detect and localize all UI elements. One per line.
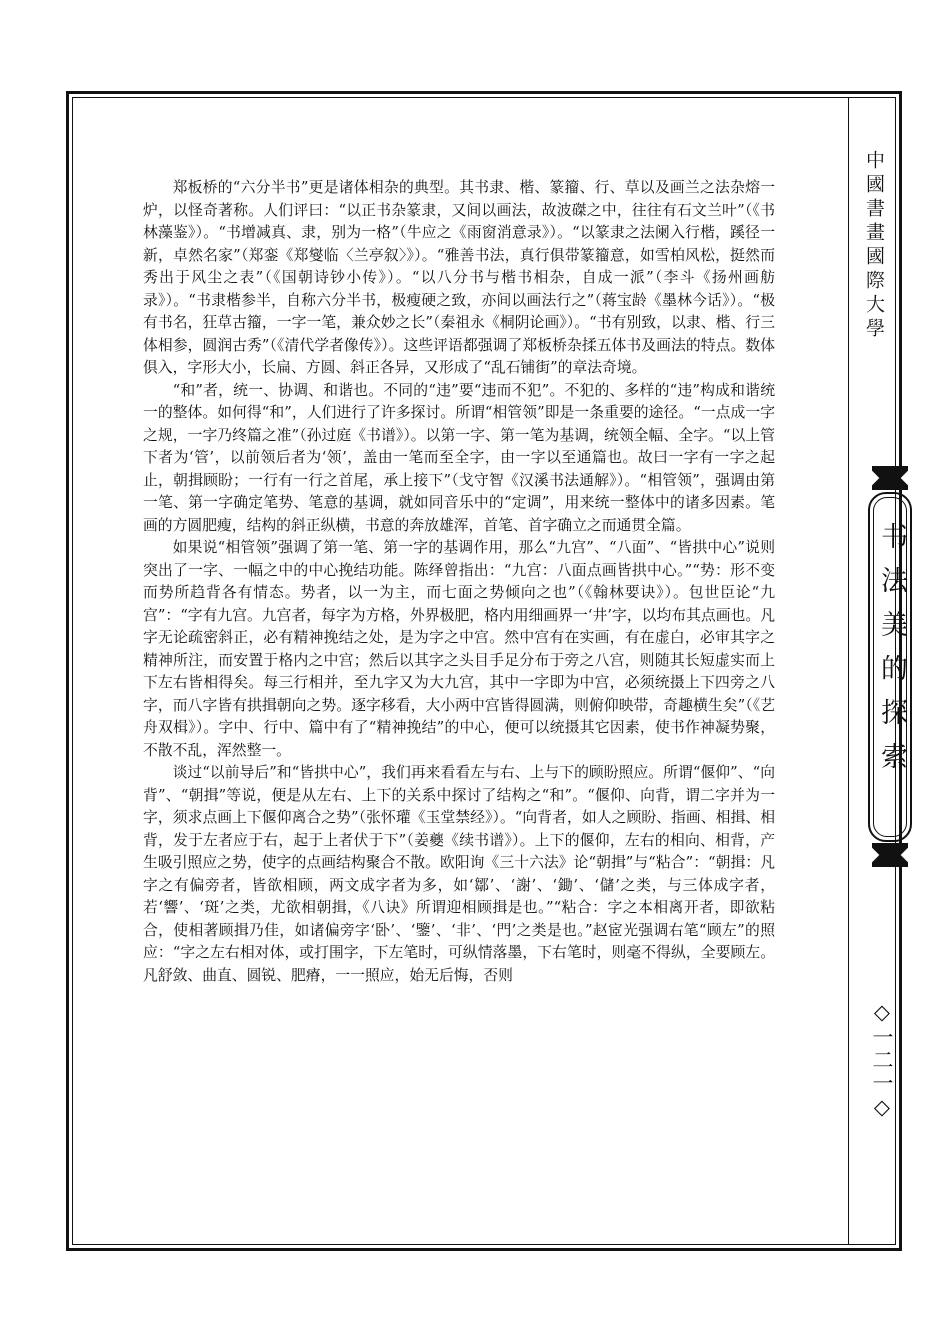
paragraph-2: “和”者，统一、协调、和谐也。不同的“违”要“违而不犯”。不犯的、多样的“违”构成和谐统一的整体。如何得“和”，人们进行了许多探讨。所谓“相管领”即是一条重要的途径。“一点成一字之规，一字乃终篇之准”（孙过庭《书谱》）。以第一字、第一笔为基调，统领全幅、全字。“以上管下者为‘管’，以前领后者为‘领’，盖由一笔而至全字，由一字以至通篇也。故曰一字有一字之起止，朝揖顾盼；一行有一行之首尾，承上接下”（戈守智《汉溪书法通解》）。“相管领”，强调由第一笔、第一字确定笔势、笔意的基调，就如同音乐中的“定调”，用来统一整体中的诸多因素。笔画的方圆肥瘦，结构的斜正纵横，书意的奔放雄浑，首笔、首字确立之而通贯全篇。 [143, 381, 775, 534]
university-name: 中國書畫國際大學 [863, 150, 885, 342]
paragraph-1: 郑板桥的“六分半书”更是诸体相杂的典型。其书隶、楷、篆籀、行、草以及画兰之法杂熔一炉，以怪奇著称。人们评曰：“以正书杂篆隶，又间以画法，故波磔之中，往往有石文兰叶”（《书林藻鉴》）。“书增减真、隶，别为一格”（牛应之《雨窗消意录》）。“以篆隶之法阑入行楷，蹊径一新，卓然名家”（郑銮《郑燮临〈兰亭叙〉》）。“雅善书法，真行俱带篆籀意，如雪柏风松，挺然而秀出于风尘之表”（《国朝诗钞小传》）。“以八分书与楷书相杂，自成一派”（李斗《扬州画舫录》）。“书隶楷参半，自称六分半书，极瘦硬之致，亦间以画法行之”（蒋宝龄《墨林今话》）。“极有书名，狂草古籀，一字一笔，兼众妙之长”（秦祖永《桐阴论画》）。“书有别致，以隶、楷、行三体相参，圆润古秀”（《清代学者像传》）。这些评语都强调了郑板桥杂揉五体书及画法的特点。数体俱入，字形大小，长扁、方圆、斜正各异，又形成了“乱石铺街”的章法奇境。 [143, 179, 775, 376]
paragraph-4: 谈过“以前导后”和“皆拱中心”，我们再来看看左与右、上与下的顾盼照应。所谓“偃仰”、“向背”、“朝揖”等说，便是从左右、上下的关系中探讨了结构之“和”。“偃仰、向背，谓二字并为一字，须求点画上下偃仰离合之势”（张怀瓘《玉堂禁经》）。“向背者，如人之顾盼、指画、相揖、相背，发于左者应于右，起于上者伏于下”（姜夔《续书谱》）。上下的偃仰，左右的相向、相背，产生吸引照应之势，使字的点画结构聚合不散。欧阳询《三十六法》论“朝揖”与“粘合”：“朝揖：凡字之有偏旁者，皆欲相顾，两文成字者为多，如‘鄒’、‘謝’、‘鋤’、‘儲’之类，与三体成字者，若‘響’、‘斑’之类，尤欲相朝揖，《八诀》所谓迎相顾揖是也。”“粘合：字之本相离开者，即欲粘合，使相著顾揖乃佳，如诸偏旁字‘卧’、‘鑒’、‘非’、‘門’之类是也。”赵宧光强调右笔“顾左”的照应：“字之左右相对体，或打围字，下左笔时，可纵情落墨，下右笔时，则毫不得纵，全要顾左。凡舒敛、曲直、圆锐、肥瘠，一一照应，始无后悔，否则 [143, 764, 775, 984]
page-number: ◇一二一◇ [870, 1000, 894, 1121]
title-ornament-bottom [872, 843, 908, 867]
title-ornament-top [872, 466, 908, 490]
margin-divider-line [848, 97, 849, 1245]
paragraph-3: 如果说“相管领”强调了第一笔、第一字的基调作用，那么“九宫”、“八面”、“皆拱中心”说则突出了一字、一幅之中的中心挽结功能。陈绎曾指出：“九宫：八面点画皆拱中心。”“势：形不变而势所趋背各有情态。势者，以一为主，而七面之势倾向之也”（《翰林要诀》）。包世臣论“九宫”：“字有九宫。九宫者，每字为方格，外界极肥，格内用细画界一‘井’字，以均布其点画也。凡字无论疏密斜正，必有精神挽结之处，是为字之中宫。然中宫有在实画，有在虚白，必审其字之精神所注，而安置于格内之中宫；然后以其字之头目手足分布于旁之八宫，则随其长短虚实而上下左右皆相得矣。每三行相并，至九字又为大九宫，其中一字即为中宫，必须统摄上下四旁之八字，而八字皆有拱揖朝向之势。逐字移看，大小两中宫皆得圆满，则俯仰映带，奇趣横生矣”（《艺舟双楫》）。字中、行中、篇中有了“精神挽结”的中心，便可以统摄其它因素，使书作神凝势聚，不散不乱，浑然整一。 [143, 539, 775, 759]
book-title: 书法美的探索 [876, 522, 907, 786]
body-text [143, 177, 775, 987]
